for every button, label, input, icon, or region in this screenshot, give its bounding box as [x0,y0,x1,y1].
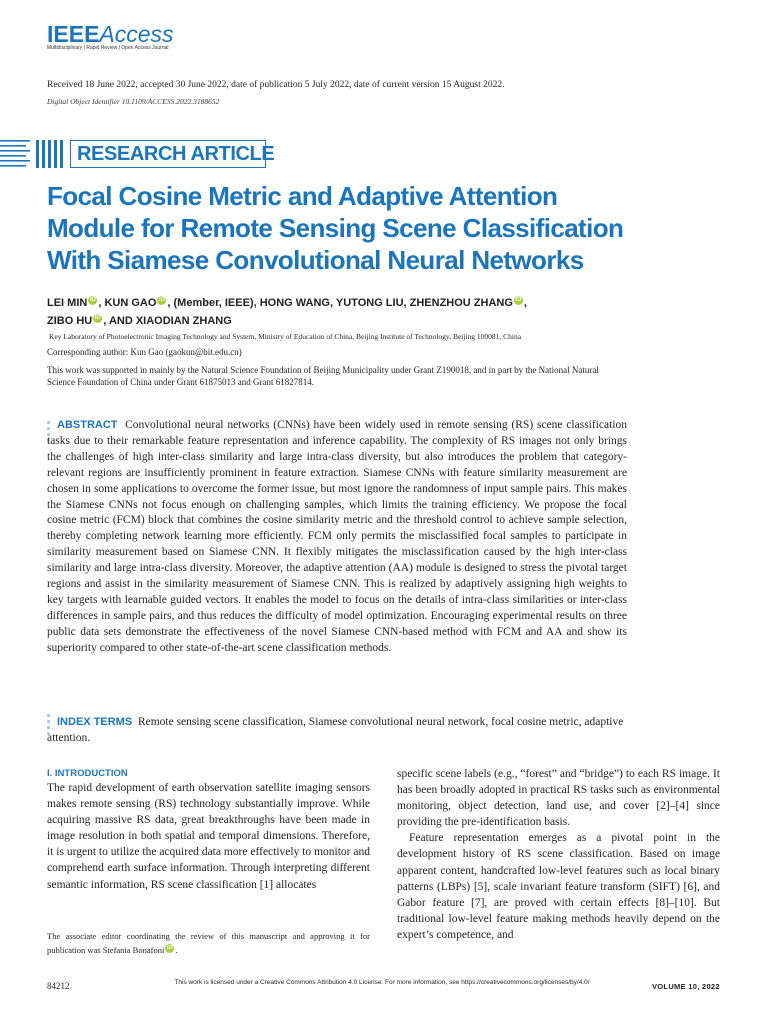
paper-title: Focal Cosine Metric and Adaptive Attention Module for Remote Sensing Scene Classification With Siamese Convolutional Neural Networks [47,181,624,275]
author-name: , KUN GAO [98,297,157,309]
orcid-icon[interactable]: iD [89,297,96,304]
intro-paragraph: Feature representation emerges as a pivotal point in the development history of RS scene classification. Based on image apparent content, handcrafted low-level features such as local binary patterns (LBPs) [5], scale invariant feature transform (SIFT) [6], and Gabor feature [7], are proved with certain effects [8]–[10]. But traditional low-level feature making methods heavily depend on the expert’s competence, and [397,832,720,941]
abstract-block [47,418,627,657]
received-dates: Received 18 June 2022, accepted 30 June 2022, date of publication 5 July 2022, date of current version 15 August 2022. [47,80,505,90]
journal-logo [47,22,174,46]
index-terms-text: Remote sensing scene classification, Siamese convolutional neural network, focal cosine metric, adaptive attention. [47,716,624,744]
orcid-icon[interactable]: iD [158,297,165,304]
page-number: 84212 [47,981,70,991]
banner-decoration-icon [0,136,70,170]
intro-right-column [397,766,720,943]
orcid-icon[interactable]: iD [515,297,522,304]
logo-access: Access [99,21,174,47]
funding-statement: This work was supported in mainly by the Natural Science Foundation of Beijing Municipality under Grant Z190018, and in part by the National Natural Science Foundation of China under Grant 61875013 and Grant 61827814. [47,365,599,387]
license-notice[interactable]: This work is licensed under a Creative Commons Attribution 4.0 License. For more information, see https://creativecommons.org/licenses/by/4.0/ [174,979,590,986]
volume-label: VOLUME 10, 2022 [652,982,720,991]
author-name: , AND XIAODIAN ZHANG [103,315,232,327]
editor-footnote [47,929,370,957]
doi: Digital Object Identifier 10.1109/ACCESS.2022.3188652 [47,97,220,106]
index-terms-block [47,714,627,746]
footnote-end: . [175,945,178,955]
orcid-icon[interactable]: iD [166,945,173,952]
orcid-icon[interactable]: iD [94,315,101,322]
intro-left-column: The rapid development of earth observation satellite imaging sensors makes remote sensing (RS) technology substantially improve. While acquiring massive RS data, great breakthroughs have been made in image resolution in both spatial and temporal dimensions. Therefore, it is urgent to utilize the acquired data more effectively to monitor and comprehend earth surface information. Through interpreting different semantic information, RS scene classification [1] allocates [47,782,370,891]
author-name: LEI MIN [47,297,88,309]
author-list [47,294,667,330]
author-name: ZIBO HU [47,315,93,327]
abstract-label: ABSTRACT [57,419,118,431]
footnote-text: The associate editor coordinating the review of this manuscript and approving it for publication was Stefania Bonafoni [47,931,370,955]
author-name: , (Member, IEEE), HONG WANG, YUTONG LIU, ZHENZHOU ZHANG [167,297,513,309]
section-heading: I. INTRODUCTION [47,768,128,779]
logo-subtitle: Multidisciplinary | Rapid Review | Open Access Journal [47,45,169,51]
affiliation: Key Laboratory of Photoelectronic Imaging Technology and System, Ministry of Education of China, Beijing Institute of Technology, Beijing 100081, China [49,332,522,341]
abstract-text: Convolutional neural networks (CNNs) have been widely used in remote sensing (RS) scene classification tasks due to their remarkable feature representation and inference capability. The complexity of RS images not only brings the challenges of high inter-class similarity and large intra-class diversity, but also introduces the problem that category-relevant regions are insufficiently prominent in feature extraction. Siamese CNNs with feature similarity measurement are chosen in some applications to overcome the former issue, but most ignore the randomness of input sample pairs. This makes the Siamese CNNs not focus enough on challenging samples, which limits the training efficiency. We propose the focal cosine metric (FCM) block that combines the cosine similarity metric and the threshold control to achieve sample selection, thereby completing network learning more efficiently. FCM only permits the misclassified focal samples to participate in similarity measurement based on Siamese CNN. It flexibly mitigates the misclassification caused by the high inter-class similarity and large intra-class diversity. Moreover, the adaptive attention (AA) module is designed to stress the pivotal target regions and assist in the similarity measurement of Siamese CNN. This is realized by adaptively assigning high weights to key targets with learnable guided vectors. It enables the model to focus on the details of intra-class similarities or inter-class differences in sample pairs, and thus reduces the difficulty of model optimization. Encouraging experimental results on three public data sets demonstrate the effectiveness of the novel Siamese CNN-based method with FCM and AA and show its superiority compared to other state-of-the-art scene classification methods. [47,419,628,654]
index-terms-label: INDEX TERMS [57,716,133,728]
intro-paragraph: specific scene labels (e.g., “forest” and “bridge”) to each RS image. It has been broadly adopted in practical RS tasks such as environmental monitoring, object detection, land use, and cover [2]–[4] since providing the pre-identification basis. [397,768,720,829]
author-separator: , [523,297,527,309]
logo-ieee: IEEE [47,21,100,47]
article-type-label: RESEARCH ARTICLE [77,143,275,165]
corresponding-author: Corresponding author: Kun Gao (gaokun@bit.edu.cn) [47,347,242,357]
